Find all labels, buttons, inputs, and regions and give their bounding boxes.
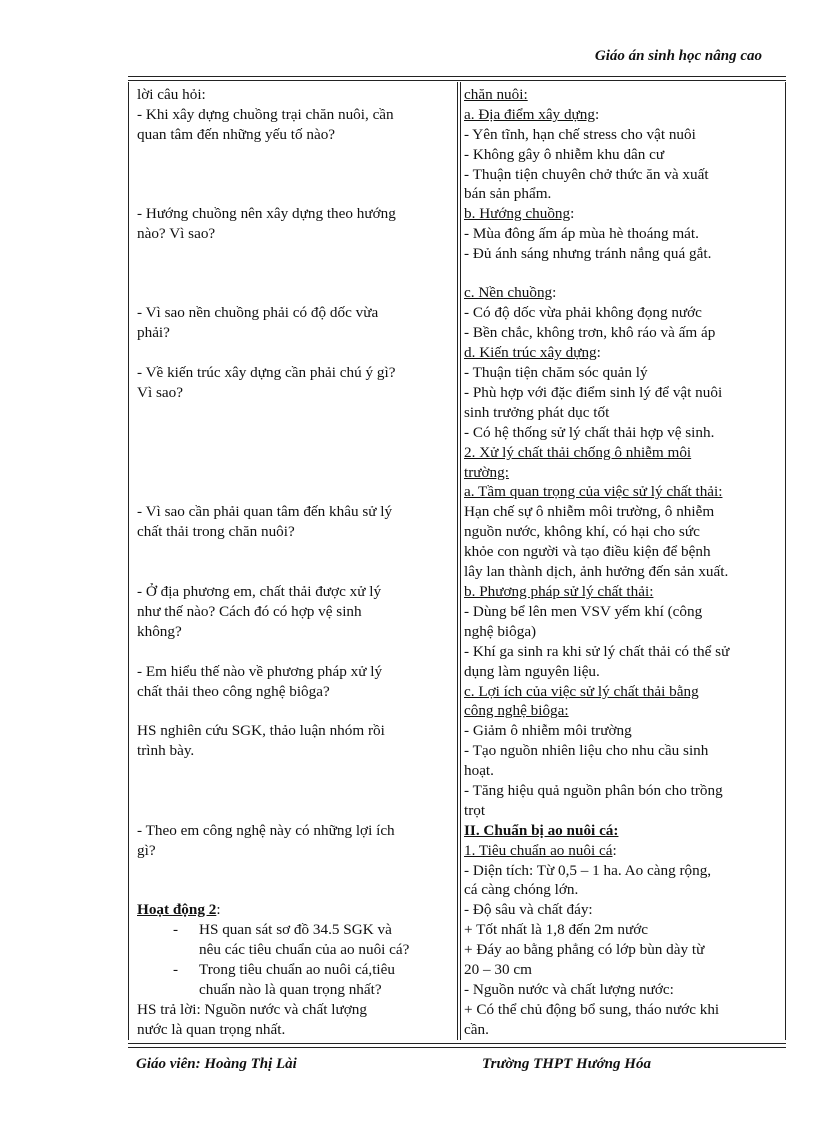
subheading: b. Phương pháp sử lý chất thải: xyxy=(464,583,654,600)
right-line: nghệ biôga) xyxy=(464,623,537,640)
footer-teacher: Giáo viên: Hoàng Thị Lài xyxy=(136,1056,297,1072)
right-line xyxy=(464,841,617,860)
right-line: + Có thể chủ động bổ sung, tháo nước khi xyxy=(464,1001,720,1018)
left-line: - Vì sao cần phải quan tâm đến khâu sử lý xyxy=(137,503,393,520)
activity-heading xyxy=(137,900,221,919)
right-line: dụng làm nguyên liệu. xyxy=(464,663,600,680)
page-header-title: Giáo án sinh học nâng cao xyxy=(594,48,762,64)
left-line: chất thải theo công nghệ biôga? xyxy=(137,683,330,700)
subheading: d. Kiến trúc xây dựng xyxy=(464,344,597,361)
left-line: như thế nào? Cách đó có hợp vệ sinh xyxy=(137,603,362,620)
right-line: - Thuận tiện chuyên chở thức ăn và xuất xyxy=(464,166,709,183)
right-line: - Giảm ô nhiễm môi trường xyxy=(464,722,632,739)
footer-school: Trường THPT Hướng Hóa xyxy=(482,1056,651,1072)
right-line: - Không gây ô nhiễm khu dân cư xyxy=(464,146,665,163)
right-line: + Tốt nhất là 1,8 đến 2m nước xyxy=(464,921,648,938)
left-line: HS quan sát sơ đồ 34.5 SGK và xyxy=(199,921,392,938)
right-line: - Độ sâu và chất đáy: xyxy=(464,901,593,918)
right-line: - Mùa đông ấm áp mùa hè thoáng mát. xyxy=(464,225,699,242)
subheading: 1. Tiêu chuẩn ao nuôi cá xyxy=(464,842,613,859)
left-line: lời câu hỏi: xyxy=(137,86,206,103)
subheading: c. Nền chuồng xyxy=(464,284,553,301)
right-line xyxy=(464,105,599,124)
right-line: 20 – 30 cm xyxy=(464,961,532,978)
left-line: chuẩn nào là quan trọng nhất? xyxy=(199,981,382,998)
left-line: - Về kiến trúc xây dựng cần phải chú ý gì? xyxy=(137,364,396,381)
section-heading: trường: xyxy=(464,464,509,481)
right-line: cần. xyxy=(464,1021,489,1038)
list-dash: - xyxy=(173,921,179,938)
right-line: - Thuận tiện chăm sóc quản lý xyxy=(464,364,648,381)
right-line: chăn nuôi: xyxy=(464,86,528,103)
left-line: gì? xyxy=(137,842,156,859)
footer-rule-top xyxy=(128,1043,786,1044)
left-line: chất thải trong chăn nuôi? xyxy=(137,523,295,540)
subheading: b. Hướng chuồng xyxy=(464,205,571,222)
lesson-table xyxy=(128,82,786,1040)
right-line: lây lan thành dịch, ảnh hưởng đến sản xuất. xyxy=(464,563,729,580)
activity-heading-label: Hoạt động 2 xyxy=(137,901,217,918)
left-line: Trong tiêu chuẩn ao nuôi cá,tiêu xyxy=(199,961,395,978)
right-line xyxy=(464,343,601,362)
left-line: - Theo em công nghệ này có những lợi ích xyxy=(137,822,395,839)
column-divider-inner xyxy=(460,82,461,1040)
subheading-colon: : xyxy=(552,284,557,301)
right-line: + Đáy ao bằng phẳng có lớp bùn dày từ xyxy=(464,941,705,958)
left-line: trình bày. xyxy=(137,742,195,759)
right-line: cá càng chóng lớn. xyxy=(464,881,579,898)
right-line: bán sản phẩm. xyxy=(464,185,552,202)
right-line xyxy=(464,283,556,302)
right-line: - Diện tích: Từ 0,5 – 1 ha. Ao càng rộng, xyxy=(464,862,712,879)
left-line: không? xyxy=(137,623,182,640)
right-line: - Phù hợp với đặc điểm sinh lý để vật nuôi xyxy=(464,384,723,401)
activity-heading-colon: : xyxy=(216,901,221,918)
right-line: - Dùng bể lên men VSV yếm khí (công xyxy=(464,603,703,620)
list-dash: - xyxy=(173,961,179,978)
left-line: nào? Vì sao? xyxy=(137,225,216,242)
right-line: hoạt. xyxy=(464,762,494,779)
left-line: HS nghiên cứu SGK, thảo luận nhóm rồi xyxy=(137,722,385,739)
right-line: khỏe con người và tạo điều kiện để bệnh xyxy=(464,543,711,560)
left-line: - Hướng chuồng nên xây dựng theo hướng xyxy=(137,205,396,222)
header-rule-bottom xyxy=(128,80,786,81)
left-line: - Khi xây dựng chuồng trại chăn nuôi, cần xyxy=(137,106,394,123)
subheading-colon: : xyxy=(612,842,617,859)
column-divider xyxy=(457,82,458,1040)
left-line: - Em hiểu thế nào về phương pháp xử lý xyxy=(137,663,383,680)
right-line: sinh trưởng phát dục tốt xyxy=(464,404,610,421)
subheading-colon: : xyxy=(596,344,601,361)
right-line: - Nguồn nước và chất lượng nước: xyxy=(464,981,674,998)
right-line: - Yên tĩnh, hạn chế stress cho vật nuôi xyxy=(464,126,696,143)
subheading: a. Tầm quan trọng của việc sử lý chất thải: xyxy=(464,483,723,500)
left-line: Vì sao? xyxy=(137,384,183,401)
left-line: nước là quan trọng nhất. xyxy=(137,1021,286,1038)
right-line: - Có hệ thống sử lý chất thải hợp vệ sinh. xyxy=(464,424,715,441)
left-line: phải? xyxy=(137,324,170,341)
right-line: nguồn nước, không khí, có hại cho sức xyxy=(464,523,700,540)
right-line xyxy=(464,204,574,223)
header-rule-top xyxy=(128,76,786,77)
right-line: trọt xyxy=(464,802,486,819)
left-line: - Ở địa phương em, chất thải được xử lý xyxy=(137,583,382,600)
subheading-colon: : xyxy=(570,205,575,222)
right-line: - Có độ dốc vừa phải không đọng nước xyxy=(464,304,702,321)
subheading: c. Lợi ích của việc sử lý chất thải bằng xyxy=(464,683,699,700)
left-line: HS trả lời: Nguồn nước và chất lượng xyxy=(137,1001,367,1018)
right-line: - Bền chắc, không trơn, khô ráo và ấm áp xyxy=(464,324,716,341)
left-line: - Vì sao nền chuồng phải có độ dốc vừa xyxy=(137,304,379,321)
subheading: công nghệ biôga: xyxy=(464,702,569,719)
footer-rule-bottom xyxy=(128,1047,786,1048)
right-line: - Tăng hiệu quả nguồn phân bón cho trồng xyxy=(464,782,723,799)
left-line: nêu các tiêu chuẩn của ao nuôi cá? xyxy=(199,941,410,958)
right-line: - Đủ ánh sáng nhưng tránh nắng quá gắt. xyxy=(464,245,712,262)
right-line: - Tạo nguồn nhiên liệu cho nhu cầu sinh xyxy=(464,742,709,759)
subheading: a. Địa điểm xây dựng xyxy=(464,106,595,123)
section-heading: 2. Xử lý chất thải chống ô nhiễm môi xyxy=(464,444,692,461)
right-line: - Khí ga sinh ra khi sử lý chất thải có thể sử xyxy=(464,643,730,660)
right-line: Hạn chế sự ô nhiễm môi trường, ô nhiễm xyxy=(464,503,715,520)
subheading-colon: : xyxy=(594,106,600,123)
section-heading: II. Chuẩn bị ao nuôi cá: xyxy=(464,822,619,839)
left-line: quan tâm đến những yếu tố nào? xyxy=(137,126,336,143)
